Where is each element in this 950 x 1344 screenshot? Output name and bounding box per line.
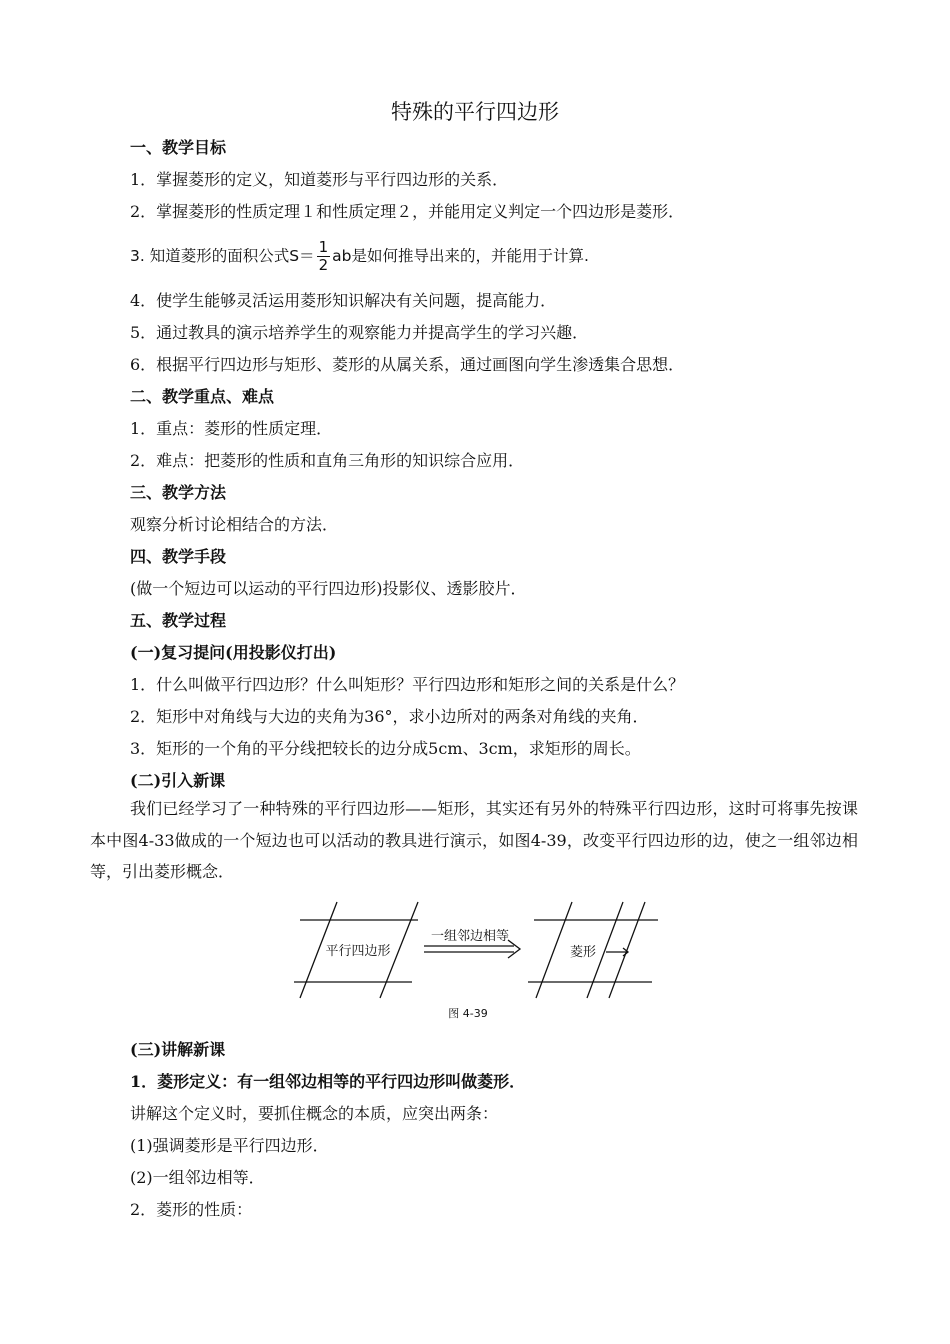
objective-item: 1．掌握菱形的定义，知道菱形与平行四边形的关系．: [130, 170, 509, 189]
section-heading-tools: 四、教学手段: [130, 547, 227, 566]
objective-item-formula: [130, 236, 589, 276]
lesson-line: 2．菱形的性质：: [130, 1200, 253, 1219]
review-question: 2．矩形中对角线与大边的夹角为36°，求小边所对的两条对角线的夹角．: [130, 707, 649, 726]
section-heading-key-points: 二、教学重点、难点: [130, 387, 275, 406]
intro-paragraph: 我们已经学习了一种特殊的平行四边形——矩形，其实还有另外的特殊平行四边形，这时可将事先按课本中图4-33做成的一个短边也可以活动的教具进行演示，如图4-39，改变平行四边形的边，使之一组邻边相等，引出菱形概念．: [90, 799, 858, 881]
review-question: 3．矩形的一个角的平分线把较长的边分成5cm、3cm，求矩形的周长。: [130, 739, 641, 758]
method-text: 观察分析讨论相结合的方法．: [130, 515, 339, 534]
subsection-review: (一)复习提问(用投影仪打出): [130, 643, 337, 662]
lesson-line: (1)强调菱形是平行四边形．: [130, 1136, 329, 1155]
figure-4-39: [290, 898, 670, 1026]
objective-item: 6．根据平行四边形与矩形、菱形的从属关系，通过画图向学生渗透集合思想．: [130, 355, 685, 374]
key-point-item: 2．难点：把菱形的性质和直角三角形的知识综合应用．: [130, 451, 525, 470]
objective-item: 2．掌握菱形的性质定理１和性质定理２，并能用定义判定一个四边形是菱形．: [130, 202, 685, 221]
formula-prefix: 3. 知道菱形的面积公式S＝: [130, 247, 315, 265]
tools-text: (做一个短边可以运动的平行四边形)投影仪、透影胶片．: [130, 579, 527, 598]
figure-left-label: 平行四边形: [325, 944, 391, 959]
subsection-intro: (二)引入新课: [130, 771, 226, 790]
key-point-item: 1．重点：菱形的性质定理．: [130, 419, 333, 438]
figure-arrow-label: 一组邻边相等: [430, 929, 510, 944]
figure-caption: 图 4-39: [448, 1007, 488, 1020]
figure-right-label: 菱形: [569, 945, 597, 960]
section-heading-objectives: 一、教学目标: [130, 138, 227, 157]
objective-item: 4．使学生能够灵活运用菱形知识解决有关问题，提高能力．: [130, 291, 557, 310]
lesson-line: (2)一组邻边相等．: [130, 1168, 265, 1187]
objective-item: 5．通过教具的演示培养学生的观察能力并提高学生的学习兴趣．: [130, 323, 589, 342]
page-title: 特殊的平行四边形: [391, 100, 559, 124]
rhombus-definition: 1．菱形定义：有一组邻边相等的平行四边形叫做菱形．: [130, 1072, 526, 1091]
subsection-new-lesson: (三)讲解新课: [130, 1040, 226, 1059]
formula-suffix: ab是如何推导出来的，并能用于计算.: [332, 247, 589, 265]
section-heading-process: 五、教学过程: [130, 611, 227, 630]
lesson-line: 讲解这个定义时，要抓住概念的本质，应突出两条：: [130, 1104, 499, 1123]
fraction: [317, 239, 331, 274]
fraction-denominator: 2: [318, 256, 329, 274]
fraction-numerator: 1: [318, 238, 329, 256]
review-question: 1．什么叫做平行四边形？什么叫矩形？平行四边形和矩形之间的关系是什么？: [130, 675, 685, 694]
section-heading-method: 三、教学方法: [130, 483, 227, 502]
